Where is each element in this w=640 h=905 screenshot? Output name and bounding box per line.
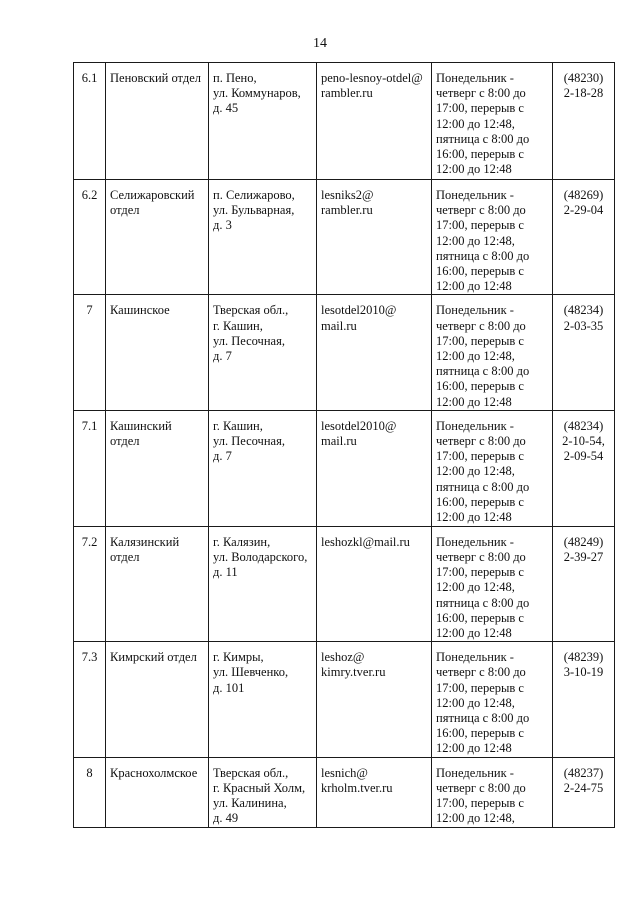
office-phone <box>553 180 615 295</box>
office-name <box>106 295 209 410</box>
phone-line: 2-10-54, <box>562 434 605 449</box>
office-name-line: Кашинский <box>110 418 172 433</box>
hours-line: пятница с 8:00 до <box>436 595 530 610</box>
hours-line: 17:00, перерыв с <box>436 449 524 464</box>
address-line: ул. Володарского, <box>213 550 308 565</box>
office-name-line: отдел <box>110 203 140 218</box>
office-email <box>317 63 432 180</box>
email-line: mail.ru <box>321 434 357 449</box>
email-line: krholm.tver.ru <box>321 780 393 795</box>
phone-line: (48237) <box>563 765 604 780</box>
phone-line: 2-24-75 <box>563 780 604 795</box>
office-address <box>209 295 317 410</box>
email-line: rambler.ru <box>321 86 373 101</box>
row-number: 6.2 <box>74 180 106 295</box>
email-line: peno-lesnoy-otdel@ <box>321 71 423 85</box>
address-line: д. 7 <box>213 349 232 364</box>
office-phone <box>553 410 615 526</box>
office-name-line: Пеновский отдел <box>110 71 201 85</box>
address-line: Тверская обл., <box>213 765 289 780</box>
address-line: д. 3 <box>213 218 232 233</box>
hours-line: 12:00 до 12:48, <box>436 233 515 248</box>
office-name-line: Кимрский отдел <box>110 650 197 665</box>
hours-line: Понедельник - <box>436 650 514 665</box>
table-row <box>74 180 615 295</box>
office-hours <box>432 180 553 295</box>
office-address <box>209 642 317 757</box>
phone-line: 2-39-27 <box>563 550 604 565</box>
address-line: д. 101 <box>213 680 245 695</box>
phone-line: (48234) <box>563 303 604 318</box>
hours-line: четверг с 8:00 до <box>436 780 526 795</box>
office-address <box>209 410 317 526</box>
office-hours <box>432 757 553 827</box>
hours-line: пятница с 8:00 до <box>436 479 530 494</box>
hours-line: пятница с 8:00 до <box>436 248 530 263</box>
hours-line: четверг с 8:00 до <box>436 203 526 218</box>
hours-line: 16:00, перерыв с <box>436 494 524 509</box>
address-line: ул. Калинина, <box>213 796 287 811</box>
hours-line: 17:00, перерыв с <box>436 218 524 233</box>
office-hours <box>432 526 553 641</box>
office-name <box>106 180 209 295</box>
office-name-line: Кашинское <box>110 303 170 318</box>
hours-line: пятница с 8:00 до <box>436 364 530 379</box>
table-row <box>74 63 615 180</box>
row-number: 7.2 <box>74 526 106 641</box>
phone-line: 2-03-35 <box>563 318 604 333</box>
hours-line: 12:00 до 12:48, <box>436 116 515 131</box>
hours-line: 12:00 до 12:48 <box>436 626 512 641</box>
phone-line: 2-09-54 <box>563 449 604 464</box>
hours-line: 16:00, перерыв с <box>436 379 524 394</box>
phone-line: (48249) <box>563 534 604 549</box>
hours-line: 12:00 до 12:48, <box>436 580 515 595</box>
office-phone <box>553 642 615 757</box>
address-line: г. Кашин, <box>213 318 263 333</box>
email-line: lesniks2@ <box>321 188 374 202</box>
address-line: ул. Песочная, <box>213 333 285 348</box>
address-line: д. 45 <box>213 101 239 116</box>
forestry-offices-table <box>73 62 615 828</box>
phone-line: (48230) <box>563 71 604 85</box>
office-name <box>106 642 209 757</box>
address-line: д. 49 <box>213 811 239 826</box>
address-line: п. Пено, <box>213 71 257 85</box>
office-hours <box>432 410 553 526</box>
hours-line: 17:00, перерыв с <box>436 101 524 116</box>
email-line: leshoz@ <box>321 650 365 665</box>
hours-line: четверг с 8:00 до <box>436 318 526 333</box>
office-name-line: Калязинский <box>110 534 180 549</box>
office-name <box>106 526 209 641</box>
row-number: 6.1 <box>74 63 106 180</box>
office-email <box>317 295 432 410</box>
table-row <box>74 295 615 410</box>
hours-line: 12:00 до 12:48 <box>436 510 512 525</box>
hours-line: четверг с 8:00 до <box>436 665 526 680</box>
office-phone <box>553 295 615 410</box>
office-name-line: Краснохолмское <box>110 765 198 780</box>
email-line: lesotdel2010@ <box>321 303 397 318</box>
hours-line: четверг с 8:00 до <box>436 550 526 565</box>
hours-line: Понедельник - <box>436 765 514 780</box>
office-email <box>317 642 432 757</box>
hours-line: Понедельник - <box>436 418 514 433</box>
row-number: 8 <box>74 757 106 827</box>
row-number: 7 <box>74 295 106 410</box>
phone-line: 3-10-19 <box>563 665 604 680</box>
address-line: ул. Бульварная, <box>213 203 295 218</box>
office-email <box>317 180 432 295</box>
hours-line: 12:00 до 12:48, <box>436 464 515 479</box>
office-phone <box>553 526 615 641</box>
address-line: п. Селижарово, <box>213 188 295 202</box>
hours-line: четверг с 8:00 до <box>436 86 526 101</box>
row-number: 7.3 <box>74 642 106 757</box>
office-address <box>209 526 317 641</box>
hours-line: 12:00 до 12:48, <box>436 811 515 826</box>
hours-line: 17:00, перерыв с <box>436 333 524 348</box>
office-phone <box>553 757 615 827</box>
email-line: rambler.ru <box>321 203 373 218</box>
hours-line: четверг с 8:00 до <box>436 434 526 449</box>
address-line: г. Кашин, <box>213 418 263 433</box>
address-line: д. 7 <box>213 449 232 464</box>
email-line: leshozkl@mail.ru <box>321 534 410 549</box>
office-hours <box>432 63 553 180</box>
row-number: 7.1 <box>74 410 106 526</box>
address-line: г. Калязин, <box>213 534 271 549</box>
office-email <box>317 757 432 827</box>
address-line: д. 11 <box>213 565 238 580</box>
phone-line: (48269) <box>563 188 604 202</box>
address-line: ул. Шевченко, <box>213 665 289 680</box>
address-line: Тверская обл., <box>213 303 289 318</box>
office-name-line: отдел <box>110 434 140 449</box>
hours-line: 16:00, перерыв с <box>436 726 524 741</box>
office-email <box>317 410 432 526</box>
office-hours <box>432 295 553 410</box>
office-phone <box>553 63 615 180</box>
office-address <box>209 63 317 180</box>
office-hours <box>432 642 553 757</box>
office-name <box>106 757 209 827</box>
hours-line: пятница с 8:00 до <box>436 131 530 146</box>
email-line: lesotdel2010@ <box>321 418 397 433</box>
hours-line: 17:00, перерыв с <box>436 565 524 580</box>
office-address <box>209 757 317 827</box>
table-row <box>74 642 615 757</box>
hours-line: 17:00, перерыв с <box>436 796 524 811</box>
address-line: ул. Коммунаров, <box>213 86 301 101</box>
office-name-line: Селижаровский <box>110 188 195 202</box>
office-address <box>209 180 317 295</box>
email-line: kimry.tver.ru <box>321 665 386 680</box>
office-name <box>106 63 209 180</box>
phone-line: (48239) <box>563 650 604 665</box>
table-row <box>74 410 615 526</box>
hours-line: 16:00, перерыв с <box>436 147 524 162</box>
hours-line: 12:00 до 12:48 <box>436 741 512 756</box>
phone-line: (48234) <box>563 418 604 433</box>
address-line: ул. Песочная, <box>213 434 285 449</box>
hours-line: 16:00, перерыв с <box>436 610 524 625</box>
hours-line: 12:00 до 12:48 <box>436 394 512 409</box>
hours-line: 17:00, перерыв с <box>436 680 524 695</box>
hours-line: 12:00 до 12:48 <box>436 279 512 294</box>
email-line: mail.ru <box>321 318 357 333</box>
phone-line: 2-29-04 <box>563 203 604 218</box>
address-line: г. Красный Холм, <box>213 780 306 795</box>
hours-line: Понедельник - <box>436 303 514 318</box>
office-name-line: отдел <box>110 550 140 565</box>
hours-line: 12:00 до 12:48 <box>436 162 512 177</box>
hours-line: 16:00, перерыв с <box>436 264 524 279</box>
hours-line: Понедельник - <box>436 534 514 549</box>
hours-line: 12:00 до 12:48, <box>436 349 515 364</box>
hours-line: Понедельник - <box>436 71 514 85</box>
phone-line: 2-18-28 <box>563 86 604 101</box>
email-line: lesnich@ <box>321 765 368 780</box>
table-row <box>74 526 615 641</box>
office-name <box>106 410 209 526</box>
page-number: 14 <box>313 36 327 51</box>
address-line: г. Кимры, <box>213 650 264 665</box>
office-email <box>317 526 432 641</box>
table-row <box>74 757 615 827</box>
hours-line: пятница с 8:00 до <box>436 711 530 726</box>
hours-line: Понедельник - <box>436 188 514 202</box>
hours-line: 12:00 до 12:48, <box>436 695 515 710</box>
